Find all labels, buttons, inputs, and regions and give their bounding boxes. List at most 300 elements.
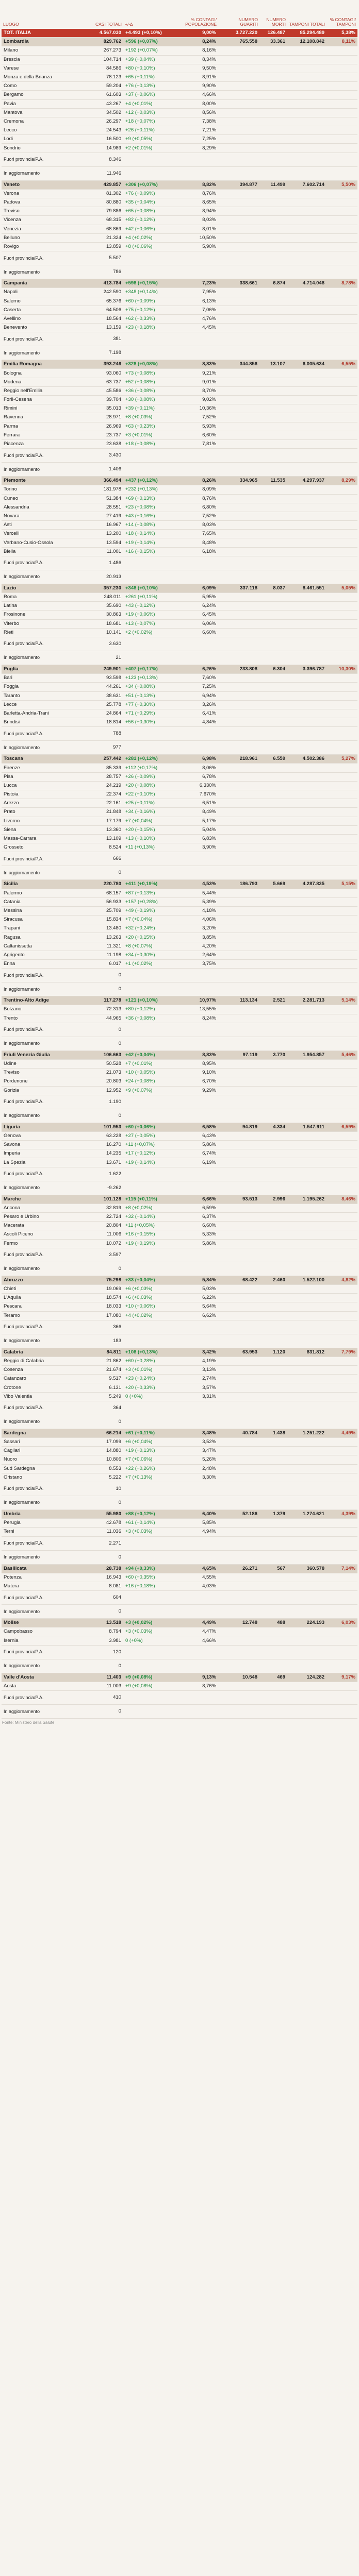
cell-deaths <box>259 207 287 216</box>
cell-tests <box>287 332 327 346</box>
cell-deaths <box>259 55 287 64</box>
cell-place: Napoli <box>2 288 74 297</box>
cell-place: In aggiornamento <box>2 1415 74 1429</box>
cell-cases: 3.630 <box>74 637 123 651</box>
cell-recovered <box>218 1109 259 1123</box>
cell-tests: 12.108.842 <box>287 38 327 46</box>
cell-pct <box>180 265 218 279</box>
cell-delta: +157 (+0,28%) <box>123 897 180 906</box>
cell-recovered <box>218 166 259 180</box>
cell-tests <box>287 1167 327 1181</box>
cell-cases: 364 <box>74 1401 123 1415</box>
cell-pct-tests: 5,15% <box>327 880 357 889</box>
cell-delta: +348 (+0,10%) <box>123 584 180 592</box>
col-header-place[interactable]: LUOGO <box>3 22 19 27</box>
cell-recovered <box>218 843 259 852</box>
cell-recovered <box>218 924 259 933</box>
cell-deaths <box>259 1366 287 1375</box>
cell-delta: +63 (+0,23%) <box>123 422 180 431</box>
cell-place: Fuori provincia/P.A. <box>2 1023 74 1037</box>
cell-pct-tests <box>327 1109 357 1123</box>
cell-pct-tests <box>327 1415 357 1429</box>
cell-delta: +108 (+0,13%) <box>123 1348 180 1357</box>
pending-row <box>2 556 357 570</box>
cell-tests <box>287 242 327 251</box>
col-header-deaths[interactable]: NUMERO MORTI <box>266 17 286 27</box>
col-header-pct-tests[interactable]: % CONTAGI/ TAMPONI <box>330 17 356 27</box>
cell-tests <box>287 207 327 216</box>
cell-cases: 1.486 <box>74 556 123 570</box>
province-row <box>2 547 357 556</box>
cell-place: In aggiornamento <box>2 1605 74 1619</box>
cell-tests <box>287 1204 327 1212</box>
cell-pct-tests <box>327 166 357 180</box>
cell-tests: 6.005.634 <box>287 360 327 369</box>
cell-delta: +20 (+0,15%) <box>123 825 180 834</box>
cell-cases: 242.590 <box>74 288 123 297</box>
cell-delta: +43 (+0,16%) <box>123 512 180 520</box>
cell-pct: 5,44% <box>180 889 218 897</box>
cell-recovered <box>218 942 259 951</box>
province-row <box>2 1447 357 1455</box>
cell-pct-tests: 6,59% <box>327 1123 357 1131</box>
cell-place: Viterbo <box>2 619 74 628</box>
cell-deaths <box>259 897 287 906</box>
cell-pct: 9,29% <box>180 1086 218 1095</box>
cell-tests <box>287 1605 327 1619</box>
cell-recovered <box>218 1455 259 1464</box>
cell-delta: +37 (+0,06%) <box>123 91 180 99</box>
cell-place: In aggiornamento <box>2 1496 74 1510</box>
cell-deaths <box>259 1005 287 1014</box>
cell-place: Fuori provincia/P.A. <box>2 1536 74 1550</box>
cell-delta: +9 (+0,08%) <box>123 1673 180 1682</box>
cell-cases: 68.315 <box>74 216 123 225</box>
cell-deaths <box>259 1262 287 1276</box>
cell-deaths: 11.499 <box>259 180 287 189</box>
cell-deaths <box>259 772 287 781</box>
cell-pct: 3,75% <box>180 960 218 969</box>
cell-deaths <box>259 843 287 852</box>
province-row <box>2 916 357 924</box>
cell-recovered <box>218 1284 259 1293</box>
cell-recovered <box>218 521 259 530</box>
province-row <box>2 1005 357 1014</box>
cell-delta <box>123 152 180 166</box>
cell-place: Cosenza <box>2 1366 74 1375</box>
cell-deaths <box>259 1077 287 1086</box>
province-row <box>2 1059 357 1068</box>
cell-pct: 7,65% <box>180 530 218 538</box>
cell-recovered <box>218 1077 259 1086</box>
cell-pct <box>180 866 218 880</box>
cell-delta: +49 (+0,19%) <box>123 906 180 915</box>
cell-place: Ascoli Piceno <box>2 1230 74 1239</box>
cell-recovered <box>218 982 259 996</box>
cell-pct: 4,65% <box>180 1564 218 1573</box>
cell-pct-tests <box>327 251 357 265</box>
cell-deaths <box>259 64 287 73</box>
province-row <box>2 530 357 538</box>
cell-cases: 16.270 <box>74 1141 123 1149</box>
cell-deaths <box>259 297 287 306</box>
cell-place: Messina <box>2 906 74 915</box>
cell-tests <box>287 982 327 996</box>
cell-recovered: 26.271 <box>218 1564 259 1573</box>
cell-pct <box>180 1262 218 1276</box>
cell-delta: +348 (+0,14%) <box>123 288 180 297</box>
cell-place: Fuori provincia/P.A. <box>2 1645 74 1659</box>
cell-pct: 5,64% <box>180 1302 218 1311</box>
cell-tests <box>287 189 327 198</box>
pending-row <box>2 741 357 755</box>
cell-delta <box>123 982 180 996</box>
cell-tests <box>287 99 327 108</box>
cell-pct-tests <box>327 1528 357 1536</box>
cell-place: In aggiornamento <box>2 1181 74 1195</box>
cell-cases: 13.263 <box>74 933 123 942</box>
cell-pct-tests <box>327 825 357 834</box>
cell-pct-tests <box>327 790 357 799</box>
cell-pct-tests <box>327 547 357 556</box>
cell-cases: 120 <box>74 1645 123 1659</box>
cell-recovered <box>218 265 259 279</box>
cell-cases: 0 <box>74 969 123 982</box>
cell-pct-tests <box>327 494 357 503</box>
cell-deaths <box>259 306 287 314</box>
province-row <box>2 396 357 404</box>
cell-pct: 8,24% <box>180 38 218 46</box>
cell-deaths <box>259 530 287 538</box>
region-row <box>2 996 357 1005</box>
cell-place: Liguria <box>2 1123 74 1131</box>
cell-tests <box>287 1181 327 1195</box>
pending-row <box>2 1167 357 1181</box>
cell-pct-tests <box>327 727 357 741</box>
cell-pct <box>180 1705 218 1719</box>
cell-deaths <box>259 628 287 637</box>
cell-deaths <box>259 709 287 718</box>
province-row <box>2 1573 357 1582</box>
pending-row <box>2 637 357 651</box>
cell-deaths <box>259 166 287 180</box>
cell-pct: 8,83% <box>180 1050 218 1059</box>
cell-recovered <box>218 1311 259 1320</box>
cell-pct: 5,33% <box>180 1230 218 1239</box>
cell-pct-tests: 6,03% <box>327 1619 357 1628</box>
cell-delta: +33 (+0,04%) <box>123 1276 180 1284</box>
cell-pct-tests <box>327 570 357 584</box>
province-row <box>2 306 357 314</box>
pending-row <box>2 651 357 665</box>
cell-delta <box>123 1705 180 1719</box>
cell-cases: 1.190 <box>74 1095 123 1109</box>
province-row <box>2 46 357 55</box>
cell-tests: 1.954.857 <box>287 1050 327 1059</box>
cell-pct-tests <box>327 1284 357 1293</box>
cell-delta <box>123 969 180 982</box>
cell-tests <box>287 852 327 866</box>
cell-cases: 84.586 <box>74 64 123 73</box>
province-row <box>2 64 357 73</box>
cell-recovered: 218.961 <box>218 755 259 764</box>
cell-pct-tests <box>327 602 357 611</box>
cell-pct: 4,45% <box>180 324 218 332</box>
cell-cases: 18.564 <box>74 314 123 323</box>
cell-pct-tests <box>327 674 357 683</box>
cell-recovered <box>218 73 259 81</box>
cell-cases: 604 <box>74 1591 123 1605</box>
cell-tests <box>287 46 327 55</box>
cell-place: Cremona <box>2 117 74 126</box>
cell-recovered: 68.422 <box>218 1276 259 1284</box>
cell-recovered <box>218 135 259 144</box>
cell-pct: 6,45% <box>180 611 218 619</box>
cell-recovered <box>218 306 259 314</box>
cell-pct: 10,36% <box>180 404 218 413</box>
cell-tests <box>287 1528 327 1536</box>
province-row <box>2 108 357 117</box>
cell-recovered <box>218 683 259 691</box>
cell-tests <box>287 1550 327 1564</box>
cell-deaths <box>259 683 287 691</box>
cell-delta: +23 (+0,18%) <box>123 324 180 332</box>
cell-pct: 8,49% <box>180 808 218 817</box>
cell-cases: 44.261 <box>74 683 123 691</box>
cell-cases: 13.200 <box>74 530 123 538</box>
cell-delta: +6 (+0,04%) <box>123 1438 180 1447</box>
cell-pct-tests <box>327 82 357 91</box>
cell-place: Oristano <box>2 1473 74 1482</box>
province-row <box>2 906 357 915</box>
cell-deaths <box>259 960 287 969</box>
cell-pct-tests <box>327 808 357 817</box>
cell-delta: +8 (+0,03%) <box>123 413 180 422</box>
col-header-recovered[interactable]: NUMERO GUARITI <box>238 17 258 27</box>
cell-pct: 6,13% <box>180 297 218 306</box>
cell-delta: +4 (+0,02%) <box>123 233 180 242</box>
province-row <box>2 538 357 547</box>
cell-pct-tests <box>327 1230 357 1239</box>
cell-pct <box>180 346 218 360</box>
cell-recovered <box>218 485 259 494</box>
cell-pct <box>180 449 218 463</box>
cell-tests <box>287 198 327 207</box>
col-header-total-cases[interactable]: CASI TOTALI <box>95 22 122 27</box>
col-header-delta[interactable]: +/-∆ <box>125 22 133 27</box>
cell-tests <box>287 422 327 431</box>
cell-delta <box>123 1095 180 1109</box>
cell-deaths <box>259 700 287 709</box>
cell-tests <box>287 866 327 880</box>
cell-recovered <box>218 1636 259 1645</box>
cell-deaths <box>259 494 287 503</box>
cell-tests <box>287 799 327 808</box>
cell-pct-tests <box>327 404 357 413</box>
cell-delta: +17 (+0,12%) <box>123 1149 180 1158</box>
province-row <box>2 233 357 242</box>
cell-cases: 366 <box>74 1320 123 1334</box>
cell-pct: 6,43% <box>180 1131 218 1140</box>
cell-recovered <box>218 709 259 718</box>
province-row <box>2 889 357 897</box>
col-header-pct-population[interactable]: % CONTAGI/ POPOLAZIONE <box>185 17 217 27</box>
cell-tests <box>287 225 327 233</box>
cell-recovered <box>218 1550 259 1564</box>
cell-place: Fuori provincia/P.A. <box>2 1401 74 1415</box>
cell-deaths <box>259 781 287 790</box>
cell-cases: 11.006 <box>74 1230 123 1239</box>
cell-delta <box>123 1605 180 1619</box>
cell-deaths: 5.669 <box>259 880 287 889</box>
cell-delta: +36 (+0,08%) <box>123 1014 180 1023</box>
cell-cases: 12.952 <box>74 1086 123 1095</box>
cell-pct: 6,62% <box>180 1311 218 1320</box>
cell-tests <box>287 288 327 297</box>
cell-cases: 18.681 <box>74 619 123 628</box>
cell-delta: +6 (+0,03%) <box>123 1284 180 1293</box>
cell-delta: +115 (+0,11%) <box>123 1195 180 1204</box>
pending-row <box>2 1659 357 1673</box>
cell-pct: 5,90% <box>180 242 218 251</box>
cell-place: Fuori provincia/P.A. <box>2 1591 74 1605</box>
cell-pct-tests <box>327 1069 357 1077</box>
cell-pct: 6,80% <box>180 503 218 512</box>
cell-pct: 5,26% <box>180 1455 218 1464</box>
total-tests: 85.294.489 <box>287 29 327 38</box>
cell-recovered <box>218 1294 259 1302</box>
cell-recovered <box>218 225 259 233</box>
cell-place: Palermo <box>2 889 74 897</box>
cell-deaths <box>259 741 287 755</box>
cell-pct-tests <box>327 378 357 386</box>
cell-deaths: 2.521 <box>259 996 287 1005</box>
province-row <box>2 413 357 422</box>
pending-row <box>2 570 357 584</box>
cell-place: Crotone <box>2 1383 74 1392</box>
cell-deaths: 6.304 <box>259 665 287 673</box>
cell-pct: 7,21% <box>180 126 218 135</box>
cell-deaths <box>259 1230 287 1239</box>
cell-delta <box>123 449 180 463</box>
cell-delta <box>123 1496 180 1510</box>
cell-recovered <box>218 1605 259 1619</box>
cell-pct: 9,13% <box>180 1673 218 1682</box>
cell-cases: 257.442 <box>74 755 123 764</box>
cell-tests <box>287 906 327 915</box>
cell-cases: 249.901 <box>74 665 123 673</box>
province-row <box>2 314 357 323</box>
cell-cases: 16.967 <box>74 521 123 530</box>
cell-pct: 4,49% <box>180 1619 218 1628</box>
cell-recovered <box>218 727 259 741</box>
cell-pct <box>180 1605 218 1619</box>
cell-pct: 6,83% <box>180 834 218 843</box>
cell-cases: 24.219 <box>74 781 123 790</box>
cell-delta: +94 (+0,33%) <box>123 1564 180 1573</box>
cell-delta: +80 (+0,12%) <box>123 1005 180 1014</box>
province-row <box>2 216 357 225</box>
cell-delta: +77 (+0,30%) <box>123 700 180 709</box>
cell-place: Fuori provincia/P.A. <box>2 1691 74 1705</box>
province-row <box>2 924 357 933</box>
cell-deaths <box>259 1482 287 1496</box>
province-row <box>2 1528 357 1536</box>
cell-recovered: 10.548 <box>218 1673 259 1682</box>
cell-place: Pavia <box>2 99 74 108</box>
cell-place: Lazio <box>2 584 74 592</box>
cell-delta <box>123 651 180 665</box>
cell-place: Macerata <box>2 1222 74 1230</box>
cell-deaths <box>259 1415 287 1429</box>
province-row <box>2 494 357 503</box>
cell-tests <box>287 485 327 494</box>
cell-place: Rimini <box>2 404 74 413</box>
cell-deaths <box>259 1628 287 1636</box>
covid-cases-table <box>2 0 357 1719</box>
cell-recovered: 113.134 <box>218 996 259 1005</box>
cell-pct: 8,34% <box>180 55 218 64</box>
cell-pct-tests <box>327 1464 357 1473</box>
cell-delta: +14 (+0,08%) <box>123 521 180 530</box>
cell-cases: 28.551 <box>74 503 123 512</box>
cell-pct <box>180 727 218 741</box>
cell-cases: 61.603 <box>74 91 123 99</box>
cell-delta <box>123 332 180 346</box>
cell-tests <box>287 1682 327 1690</box>
cell-place: Forlì-Cesena <box>2 396 74 404</box>
cell-deaths <box>259 1181 287 1195</box>
cell-delta: +8 (+0,07%) <box>123 942 180 951</box>
cell-cases: 10.072 <box>74 1239 123 1248</box>
cell-deaths <box>259 1131 287 1140</box>
cell-delta: 0 (+0%) <box>123 1636 180 1645</box>
cell-pct-tests <box>327 242 357 251</box>
cell-recovered <box>218 764 259 772</box>
cell-delta: +328 (+0,08%) <box>123 360 180 369</box>
cell-tests <box>287 449 327 463</box>
cell-deaths <box>259 982 287 996</box>
cell-recovered <box>218 1262 259 1276</box>
cell-deaths <box>259 216 287 225</box>
cell-cases: 410 <box>74 1691 123 1705</box>
cell-pct-tests <box>327 1550 357 1564</box>
cell-delta <box>123 637 180 651</box>
cell-pct-tests <box>327 1302 357 1311</box>
cell-cases: 101.953 <box>74 1123 123 1131</box>
cell-delta: +60 (+0,09%) <box>123 297 180 306</box>
cell-delta: +6 (+0,03%) <box>123 1294 180 1302</box>
cell-deaths <box>259 866 287 880</box>
cell-recovered <box>218 1482 259 1496</box>
cell-delta: +20 (+0,15%) <box>123 933 180 942</box>
pending-row <box>2 866 357 880</box>
cell-deaths <box>259 346 287 360</box>
cell-pct: 2,64% <box>180 951 218 959</box>
cell-tests <box>287 718 327 727</box>
cell-tests <box>287 152 327 166</box>
cell-pct-tests <box>327 1204 357 1212</box>
province-row <box>2 817 357 825</box>
province-row <box>2 960 357 969</box>
cell-delta: +34 (+0,16%) <box>123 808 180 817</box>
cell-recovered <box>218 463 259 477</box>
province-row <box>2 593 357 602</box>
col-header-tests[interactable]: TAMPONI TOTALI <box>289 22 325 27</box>
cell-pct: 6,41% <box>180 709 218 718</box>
cell-cases: 0 <box>74 1023 123 1037</box>
cell-pct: 8,82% <box>180 180 218 189</box>
